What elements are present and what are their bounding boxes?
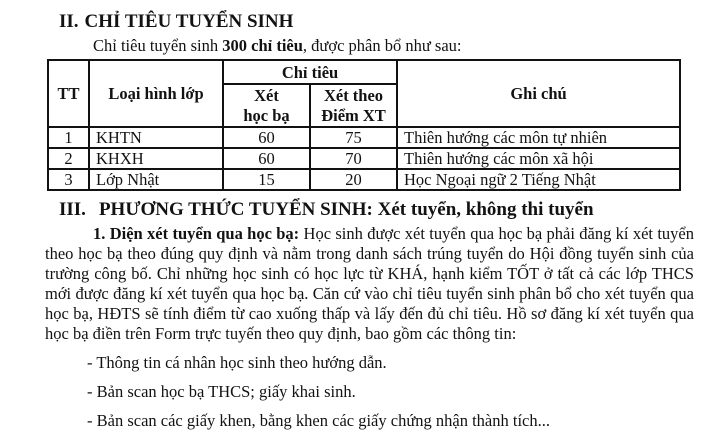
cell-class-type: KHTN: [89, 127, 223, 148]
intro-total-quota: 300 chỉ tiêu: [222, 36, 303, 55]
cell-diem-xt: 75: [310, 127, 397, 148]
section3-title: PHƯƠNG THỨC TUYỂN SINH: Xét tuyển, không thi tuyển: [98, 199, 594, 220]
table-header-row-1: [48, 60, 680, 84]
section2-heading: [59, 10, 694, 33]
intro-suffix: , được phân bổ như sau:: [302, 36, 462, 55]
cell-hoc-ba: 15: [223, 169, 310, 190]
cell-tt: 1: [48, 127, 89, 148]
bullet-item: - Bản scan học bạ THCS; giấy khai sinh.: [87, 382, 356, 401]
header-quota-hoc-ba: Xét học bạ: [223, 84, 310, 127]
header-quota-group: Chỉ tiêu: [223, 60, 397, 84]
cell-diem-xt: 20: [310, 169, 397, 190]
quota-table: [47, 59, 681, 191]
header-note: Ghi chú: [397, 60, 680, 127]
paragraph-body: Học sinh được xét tuyển qua học bạ phải đăng kí xét tuyển theo học bạ theo đúng quy định và nằm trong danh sách trúng tuyển do Hội đồng tuyển sinh của trường công bố. Chỉ những học sinh có học lực từ KHÁ, hạnh kiểm TỐT ở tất cả các lớp THCS mới được đăng kí xét tuyển qua học bạ. Căn cứ vào chỉ tiêu tuyển sinh phân bổ cho xét tuyển qua học bạ, HĐTS sẽ tính điểm từ cao xuống thấp và lấy đến đủ chỉ tiêu. Hồ sơ đăng kí xét tuyển qua học bạ điền trên Form trực tuyến theo quy định, bao gồm các thông tin:: [45, 224, 695, 343]
cell-tt: 3: [48, 169, 89, 190]
cell-note: Thiên hướng các môn tự nhiên: [397, 127, 680, 148]
section3-heading: [59, 198, 694, 221]
header-tt: TT: [48, 60, 89, 127]
cell-tt: 2: [48, 148, 89, 169]
paragraph-lead: 1. Diện xét tuyển qua học bạ:: [93, 224, 300, 243]
table-row: [48, 148, 680, 169]
table-row: [48, 127, 680, 148]
bullet-item: - Bản scan các giấy khen, bằng khen các giấy chứng nhận thành tích...: [87, 411, 550, 430]
cell-class-type: KHXH: [89, 148, 223, 169]
header-quota-diem-xt: Xét theo Điểm XT: [310, 84, 397, 127]
cell-hoc-ba: 60: [223, 127, 310, 148]
section2-intro: [45, 35, 694, 56]
section2-number: II.: [59, 11, 79, 32]
intro-prefix: Chỉ tiêu tuyển sinh: [93, 36, 223, 55]
cell-class-type: Lớp Nhật: [89, 169, 223, 190]
header-class-type: Loại hình lớp: [89, 60, 223, 127]
table-row: [48, 169, 680, 190]
section3-number: III.: [59, 199, 86, 220]
cell-note: Thiên hướng các môn xã hội: [397, 148, 680, 169]
cell-hoc-ba: 60: [223, 148, 310, 169]
bullet-item: - Thông tin cá nhân học sinh theo hướng dẫn.: [87, 353, 387, 372]
section3-paragraph-1: [45, 224, 694, 344]
cell-diem-xt: 70: [310, 148, 397, 169]
cell-note: Học Ngoại ngữ 2 Tiếng Nhật: [397, 169, 680, 190]
section2-title: CHỈ TIÊU TUYỂN SINH: [84, 11, 294, 32]
